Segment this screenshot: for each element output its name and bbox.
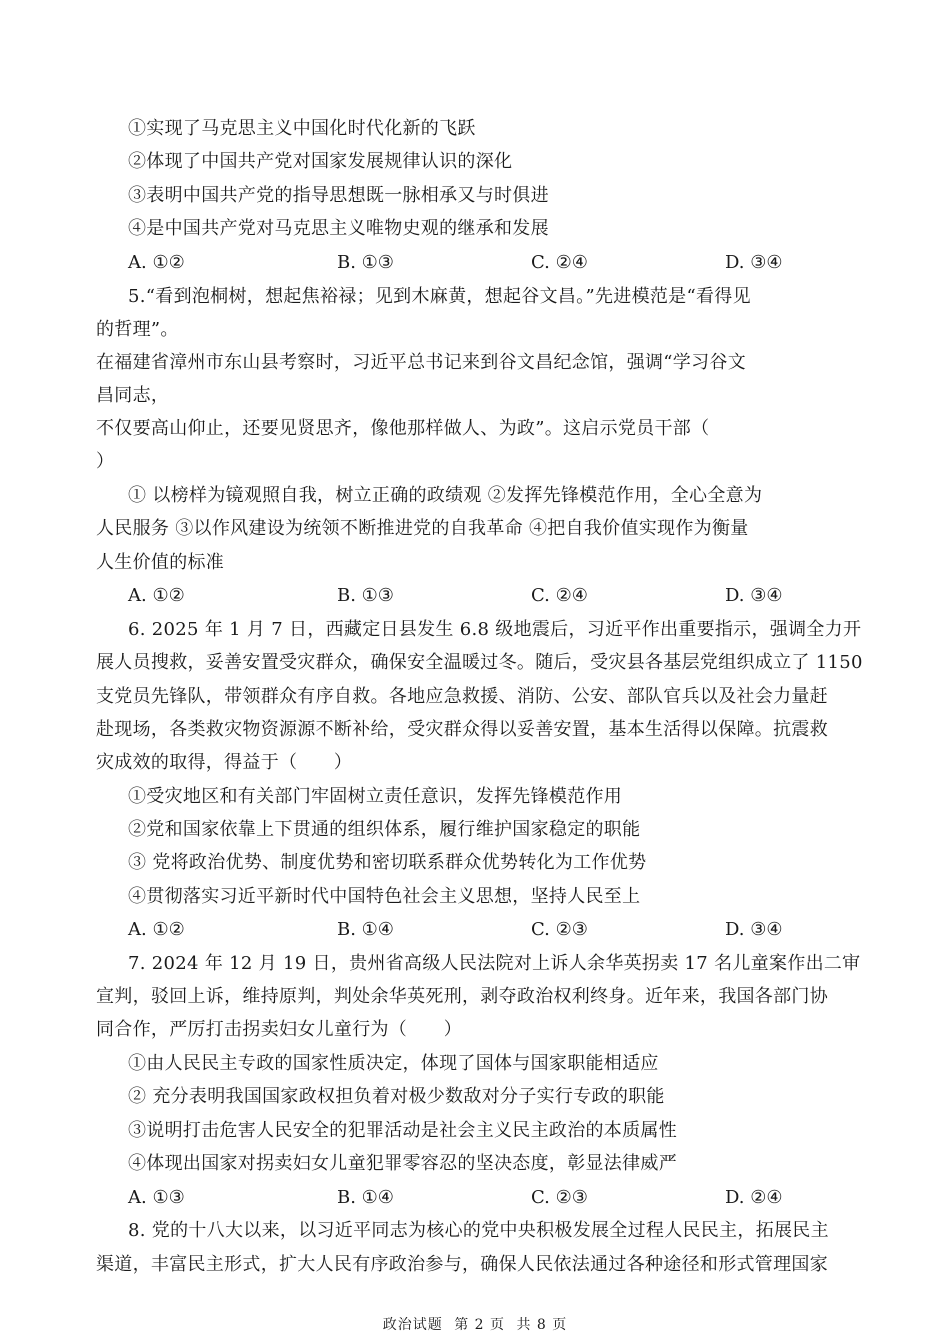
option-c: C. ②③ [531, 1187, 588, 1208]
option-b: B. ①④ [337, 1187, 394, 1208]
statement-line: ④贯彻落实习近平新时代中国特色社会主义思想，坚持人民至上 [128, 886, 641, 907]
option-d: D. ③④ [725, 585, 783, 606]
option-a: A. ①② [128, 919, 185, 940]
option-c: C. ②④ [531, 585, 588, 606]
option-c: C. ②④ [531, 252, 588, 273]
option-d: D. ③④ [725, 919, 783, 940]
statement-line: ②体现了中国共产党对国家发展规律认识的深化 [128, 151, 513, 172]
statement-line: ④体现出国家对拐卖妇女儿童犯罪零容忍的坚决态度，彰显法律威严 [128, 1153, 677, 1174]
footer-subject: 政治试题 [382, 1317, 443, 1333]
question-5-stem: 的哲理”。 [96, 319, 179, 340]
question-6-stem: 展人员搜救，妥善安置受灾群众，确保安全温暖过冬。随后，受灾县各基层党组织成立了 1150 [96, 652, 863, 673]
statement-line: ①由人民民主专政的国家性质决定，体现了国体与国家职能相适应 [128, 1053, 659, 1074]
statement-line: ④是中国共产党对马克思主义唯物史观的继承和发展 [128, 218, 549, 239]
statement-line: ① 以榜样为镜观照自我，树立正确的政绩观 ②发挥先锋模范作用，全心全意为 [128, 485, 763, 506]
statement-line: ③表明中国共产党的指导思想既一脉相承又与时俱进 [128, 185, 549, 206]
statement-line: ①实现了马克思主义中国化时代化新的飞跃 [128, 118, 476, 139]
question-5-stem: 不仅要高山仰止，还要见贤思齐，像他那样做人、为政”。这启示党员干部（ [96, 418, 710, 439]
question-5-stem: 在福建省漳州市东山县考察时，习近平总书记来到谷文昌纪念馆，强调“学习谷文 [96, 352, 746, 373]
question-6-stem: 支党员先锋队，带领群众有序自救。各地应急救援、消防、公安、部队官兵以及社会力量赶 [96, 686, 828, 707]
question-7-stem: 同合作，严厉打击拐卖妇女儿童行为（ ） [96, 1019, 462, 1040]
statement-line: ①受灾地区和有关部门牢固树立责任意识，发挥先锋模范作用 [128, 786, 623, 807]
question-5-stem: ） [96, 451, 115, 472]
statement-line: ② 充分表明我国国家政权担负着对极少数敌对分子实行专政的职能 [128, 1086, 665, 1107]
option-d: D. ②④ [725, 1187, 783, 1208]
option-c: C. ②③ [531, 919, 588, 940]
question-6-stem: 赴现场，各类救灾物资源源不断补给，受灾群众得以妥善安置，基本生活得以保障。抗震救 [96, 719, 828, 740]
question-6-stem: 6. 2025 年 1 月 7 日，西藏定日县发生 6.8 级地震后，习近平作出重要指示，强调全力开 [128, 619, 862, 640]
question-8-stem: 渠道，丰富民主形式，扩大人民有序政治参与，确保人民依法通过各种途径和形式管理国家 [96, 1254, 828, 1275]
statement-line: ③说明打击危害人民安全的犯罪活动是社会主义民主政治的本质属性 [128, 1120, 677, 1141]
option-b: B. ①③ [337, 252, 394, 273]
statement-line: 人生价值的标准 [96, 552, 225, 573]
question-7-stem: 7. 2024 年 12 月 19 日，贵州省高级人民法院对上诉人余华英拐卖 17 名儿童案作出二审 [128, 953, 861, 974]
option-b: B. ①③ [337, 585, 394, 606]
statement-line: ②党和国家依靠上下贯通的组织体系，履行维护国家稳定的职能 [128, 819, 641, 840]
footer-total-pages: 共 8 页 [516, 1317, 568, 1333]
question-5-stem: 5.“看到泡桐树，想起焦裕禄；见到木麻黄，想起谷文昌。”先进模范是“看得见 [128, 286, 751, 307]
page-footer [0, 1316, 950, 1334]
question-5-stem: 昌同志， [96, 385, 170, 406]
question-6-stem: 灾成效的取得，得益于（ ） [96, 752, 353, 773]
footer-page-number: 第 2 页 [454, 1317, 505, 1333]
option-a: A. ①② [128, 585, 185, 606]
statement-line: 人民服务 ③以作风建设为统领不断推进党的自我革命 ④把自我价值实现作为衡量 [96, 518, 749, 539]
option-a: A. ①③ [128, 1187, 185, 1208]
question-8-stem: 8. 党的十八大以来，以习近平同志为核心的党中央积极发展全过程人民民主，拓展民主 [128, 1220, 829, 1241]
option-b: B. ①④ [337, 919, 394, 940]
option-a: A. ①② [128, 252, 185, 273]
option-d: D. ③④ [725, 252, 783, 273]
question-7-stem: 宣判，驳回上诉，维持原判，判处余华英死刑，剥夺政治权利终身。近年来，我国各部门协 [96, 986, 828, 1007]
statement-line: ③ 党将政治优势、制度优势和密切联系群众优势转化为工作优势 [128, 852, 647, 873]
